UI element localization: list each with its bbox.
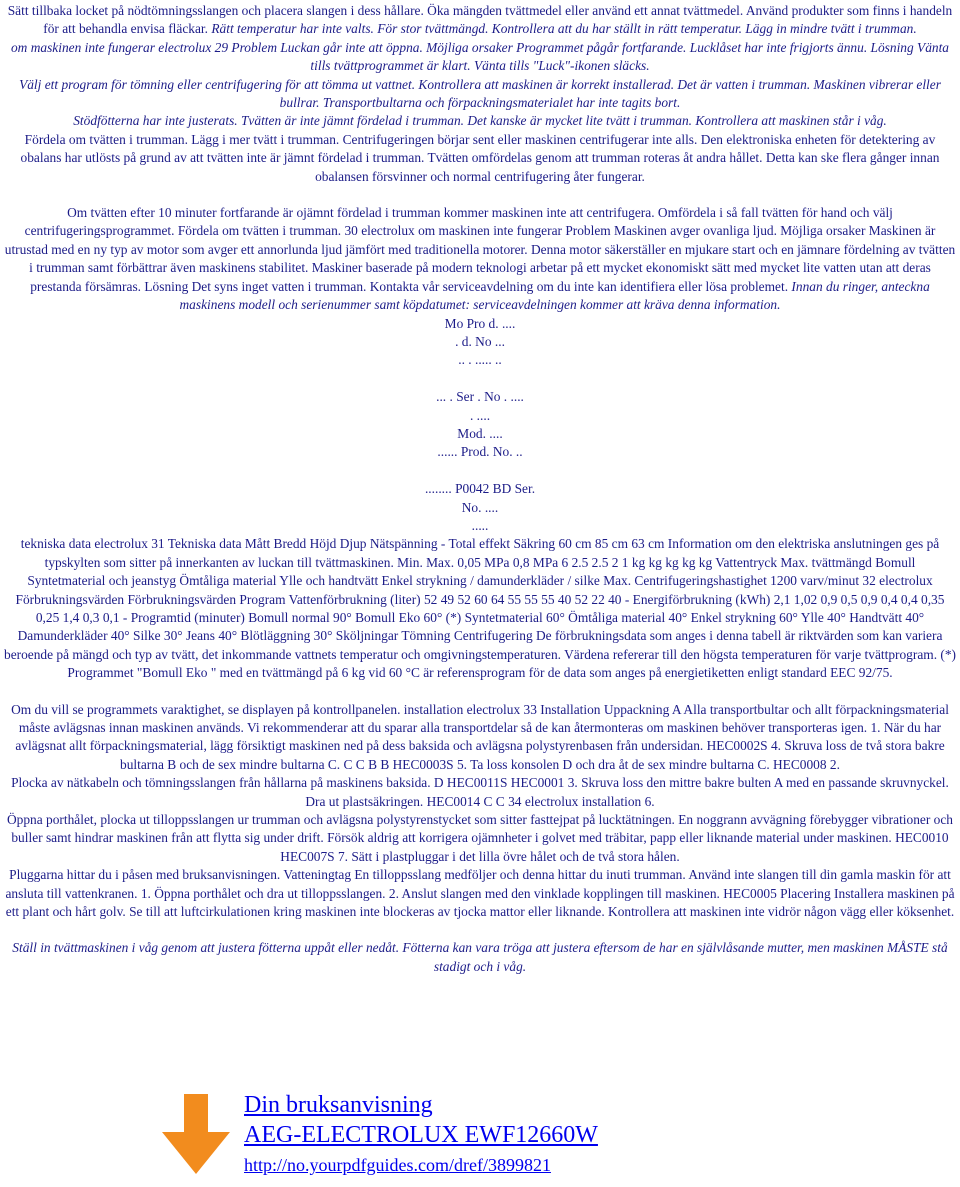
footer <box>156 1088 796 1184</box>
product-link[interactable]: AEG-ELECTROLUX EWF12660W <box>244 1122 598 1148</box>
paragraph-a1: Sätt tillbaka locket på nödtömningsslangen och placera slangen i dess hållare. Öka mängden tvättmedel eller använd ett annat tvättmedel. Använd produkter som finns i handeln för att behandla envisa fläckar. Rätt temperatur har inte valts. För stor tvättmängd. Kontrollera att du har ställt in rätt temperatur. Lägg in mindre tvätt i trumman. <box>7 3 953 37</box>
form-line: Mo Pro d. .... <box>444 315 516 331</box>
paragraph-b: Om tvätten efter 10 minuter fortfarande är ojämnt fördelad i trumman kommer maskinen inte att centrifugera. Omfördela i så fall tvätten för hand och välj centrifugeringsprogrammet. Fördela om tvätten i trumman. 30 electrolux om maskinen inte fungerar Problem Maskinen avger ovanliga ljud. Möjliga orsaker Maskinen är utrustad med en ny typ av motor som avger ett annorlunda ljud jämfört med traditionella motorer. Denna motor säkerställer en mjukare start och en jämnare fördelning av tvätten i trumman samt förbättrar även maskinens stabilitet. Maskiner baserade på modern teknologi arbetar på ett mycket ekonomiskt sätt med mycket lite vatten utan att deras prestanda försämras. Lösning Det syns inget vatten i trumman. Kontakta vår serviceavdelning om du inte kan identifiera eller lösa problemet. Innan du ringer, anteckna maskinens modell och serienummer samt köpdatumet: serviceavdelningen kommer att kräva denna information. <box>4 205 956 313</box>
form-line: . .... <box>469 407 491 423</box>
paragraph-a2: om maskinen inte fungerar electrolux 29 Problem Luckan går inte att öppna. Möjliga orsaker Programmet pågår fortfarande. Lucklåset har inte frigjorts ännu. Lösning Vänta tills tvättprogrammet är klart. Vänta tills "Luck"-ikonen släcks. <box>10 39 950 74</box>
paragraph-d3: Öppna porthålet, plocka ut tilloppsslangen ur trumman och avlägsna polystyrenstycket som sitter fasttejpat på lucktätningen. En noggrann avvägning förebygger vibrationer och buller samt hindrar maskinen från att flytta sig under drift. Försök aldrig att korrigera ojämnheter i golvet med träbitar, papp eller liknande material under maskinen. HEC0010 HEC007S 7. Sätt i plastpluggar i det lilla övre hålet och de två stora hålen. <box>6 812 954 864</box>
document-body <box>4 2 956 976</box>
form-line: ...... Prod. No. .. <box>437 444 523 460</box>
form-line: .. . ..... .. <box>458 352 502 368</box>
paragraph-d1: Om du vill se programmets varaktighet, se displayen på kontrollpanelen. installation electrolux 33 Installation Uppackning A Alla transportbultar och allt förpackningsmaterial måste avlägsnas innan maskinen används. Vi rekommenderar att du sparar alla transportdelar så de kan återmonteras om maskinen behöver transporteras igen. 1. När du har avlägsnat allt förpackningsmaterial, lägg försiktigt maskinen ned på dess baksida och avlägsna polystyrenbasen från undersidan. HEC0002S 4. Skruva loss de två stora bakre bultarna B och de sex mindre bultarna C. C C B B HEC0003S 5. Ta loss konsolen D och dra åt de sex mindre bultarna C. HEC0008 2. <box>11 701 949 772</box>
form-block <box>4 315 956 536</box>
form-line: ... . Ser . No . .... <box>436 389 524 405</box>
paragraph-d2: Plocka av nätkabeln och tömningsslangen från hållarna på maskinens baksida. D HEC0011S HEC0001 3. Skruva loss den mittre bakre bulten A med en passande skruvnyckel. Dra ut plastsäkringen. HEC0014 C C 34 electrolux installation 6. <box>11 775 949 809</box>
footer-links <box>244 1090 598 1180</box>
paragraph-a5: Fördela om tvätten i trumman. Lägg i mer tvätt i trumman. Centrifugeringen börjar sent eller maskinen centrifugerar inte alls. Den elektroniska enheten för detektering av obalans har utlösts på grund av att tvätten inte är jämnt fördelad i trumman. Tvätten omfördelas genom att trumman roteras åt andra hållet. Detta kan ske flera gånger innan obalansen försvinner och normal centrifugering åter fungerar. <box>20 131 940 184</box>
form-line <box>4 462 956 480</box>
form-line: No. .... <box>461 499 499 515</box>
manual-link[interactable]: Din bruksanvisning <box>244 1092 433 1118</box>
paragraph-d4: Pluggarna hittar du i påsen med bruksanvisningen. Vatteningtag En tilloppsslang medföljer och denna hittar du inuti trumman. Använd inte slangen till din gamla maskin för att ansluta till vattenkranen. 1. Öppna porthålet och dra ut tilloppsslangen. 2. Anslut slangen med den vinklade kopplingen till maskinen. HEC0005 Placering Installera maskinen på ett plant och hårt golv. Se till att luftcirkulationen kring maskinen inte blockeras av tjocka mattor eller liknande. Kontrollera att maskinen inte vidrör någon vägg eller köksenhet. <box>5 867 955 920</box>
paragraph-e: Ställ in tvättmaskinen i våg genom att justera fötterna uppåt eller nedåt. Fötterna kan vara tröga att justera eftersom de har en självlåsande mutter, men maskinen MÅSTE stå stadigt och i våg. <box>12 940 948 974</box>
paragraph-a4: Stödfötterna har inte justerats. Tvätten är inte jämnt fördelad i trumman. Det kanske är mycket lite tvätt i trumman. Kontrollera att maskinen står i våg. <box>73 113 887 129</box>
paragraph-c: tekniska data electrolux 31 Tekniska data Mått Bredd Höjd Djup Nätspänning - Total effekt Säkring 60 cm 85 cm 63 cm Information om den elektriska anslutningen ges på typskylten som sitter på innerkanten av luckan till tvättmaskinen. Min. Max. 0,05 MPa 0,8 MPa 6 2.5 2.5 2 1 kg kg kg kg kg Vattentryck Max. tvättmängd Bomull Syntetmaterial och jeanstyg Ömtåliga material Ylle och handtvätt Enkel strykning / damunderkläder / silke Max. Centrifugeringshastighet 1200 varv/minut 32 electrolux Förbrukningsvärden Förbrukningsvärden Program Vattenförbrukning (liter) 52 49 52 60 64 55 55 55 40 52 22 40 - Energiförbrukning (kWh) 2,1 1,02 0,9 0,5 0,9 0,4 0,4 0,35 0,25 1,4 0,3 0,1 - Programtid (minuter) Bomull normal 90° Bomull Eko 60° (*) Syntetmaterial 60° Ömtåliga material 40° Enkel strykning 60° Ylle 40° Handtvätt 40° Damunderkläder 40° Silke 30° Jeans 40° Blötläggning 30° Sköljningar Tömning Centrifugering De förbrukningsdata som anges i denna tabell är riktvärden som kan variera beroende på mängd och typ av tvätt, det inkommande vattnets temperatur och omgivningstemperaturen. Värdena refererar till den högsta temperaturen för varje tvättprogram. (*) Programmet "Bomull Eko " med en tvättmängd på 6 kg vid 60 °C är referensprogram för de data som anges på energietiketten enligt standard EEC 92/75. <box>4 536 956 681</box>
form-line: . d. No ... <box>455 333 505 349</box>
form-line <box>4 370 956 388</box>
manual-download-icon <box>156 1088 236 1184</box>
form-line: ..... <box>471 517 489 533</box>
form-line: ........ P0042 BD Ser. <box>424 481 536 497</box>
form-line: Mod. .... <box>457 425 503 441</box>
paragraph-a3: Välj ett program för tömning eller centrifugering för att tömma ut vattnet. Kontrollera att maskinen är korrekt installerad. Det är vatten i trumman. Maskinen vibrerar eller bullrar. Transportbultarna och förpackningsmaterialet har inte tagits bort. <box>19 76 941 111</box>
url-link[interactable]: http://no.yourpdfguides.com/dref/3899821 <box>244 1155 551 1175</box>
